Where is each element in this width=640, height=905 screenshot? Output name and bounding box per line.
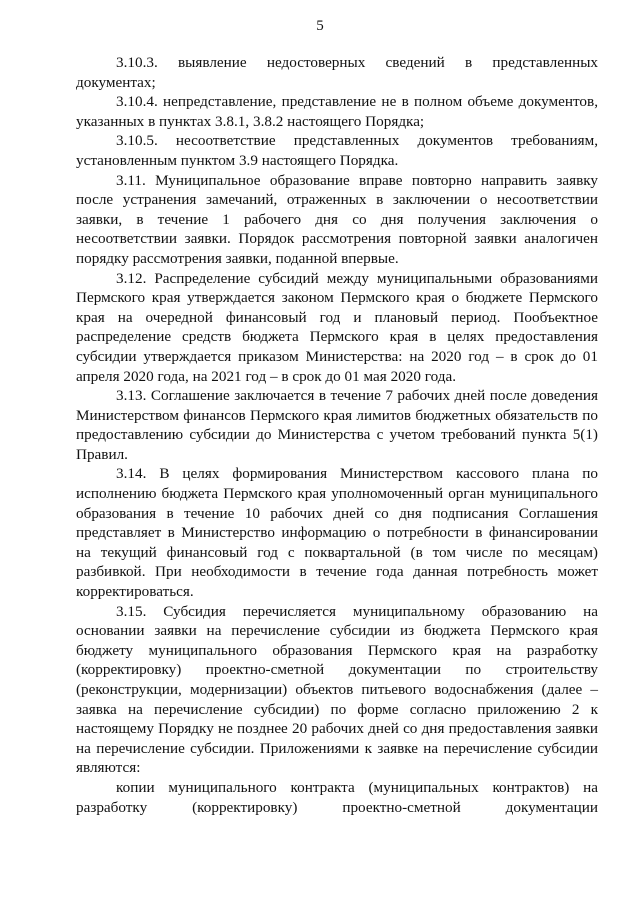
paragraph-3-10-3: 3.10.3. выявление недостоверных сведений в представленных документах;: [76, 54, 598, 91]
paragraph-3-12: 3.12. Распределение субсидий между муниципальными образованиями Пермского края утверждается законом Пермского края о бюджете Пермского края на очередной финансовый год и плановый период. Пообъектное распределение средств бюджета Пермского края в целях предоставления субсидии утверждается приказом Министерства: на 2020 год – в срок до 01 апреля 2020 года, на 2021 год – в срок до 01 мая 2020 года.: [76, 269, 598, 385]
document-body: [76, 53, 598, 817]
paragraph-3-10-5: 3.10.5. несоответствие представленных документов требованиям, установленным пунктом 3.9 настоящего Порядка.: [76, 132, 598, 169]
paragraph-attachments-list: копии муниципального контракта (муниципальных контрактов) на разработку (корректировку) проектно-сметной документации: [76, 778, 598, 816]
page-number: 5: [316, 18, 324, 34]
paragraph-3-13: 3.13. Соглашение заключается в течение 7 рабочих дней после доведения Министерством финансов Пермского края лимитов бюджетных обязательств по предоставлению субсидии до Министерства с учетом требований пункта 5(1) Правил.: [76, 387, 598, 463]
paragraph-3-10-4: 3.10.4. непредставление, представление не в полном объеме документов, указанных в пунктах 3.8.1, 3.8.2 настоящего Порядка;: [76, 93, 598, 130]
paragraph-3-15: 3.15. Субсидия перечисляется муниципальному образованию на основании заявки на перечисление субсидии из бюджета Пермского края бюджету муниципального образования Пермского края на разработку (корректировку) проектно-сметной документации по строительству (реконструкции, модернизации) объектов питьевого водоснабжения (далее – заявка на перечисление субсидии) по форме согласно приложению 2 к настоящему Порядку не позднее 20 рабочих дней со дня предоставления заявки на перечисление субсидии. Приложениями к заявке на перечисление субсидии являются:: [76, 602, 598, 777]
paragraph-3-14: 3.14. В целях формирования Министерством кассового плана по исполнению бюджета Пермского края уполномоченный орган муниципального образования в течение 10 рабочих дней со дня подписания Соглашения представляет в Министерство информацию о потребности в финансировании на текущий финансовый год с поквартальной (в том числе по месяцам) разбивкой. При необходимости в течение года данная потребность может корректироваться.: [76, 465, 598, 601]
paragraph-3-11: 3.11. Муниципальное образование вправе повторно направить заявку после устранения замечаний, отраженных в заключении о несоответствии заявки, в течение 1 рабочего дня со дня получения заключения о несоответствии заявки. Порядок рассмотрения повторной заявки аналогичен порядку рассмотрения заявки, поданной впервые.: [76, 171, 598, 267]
